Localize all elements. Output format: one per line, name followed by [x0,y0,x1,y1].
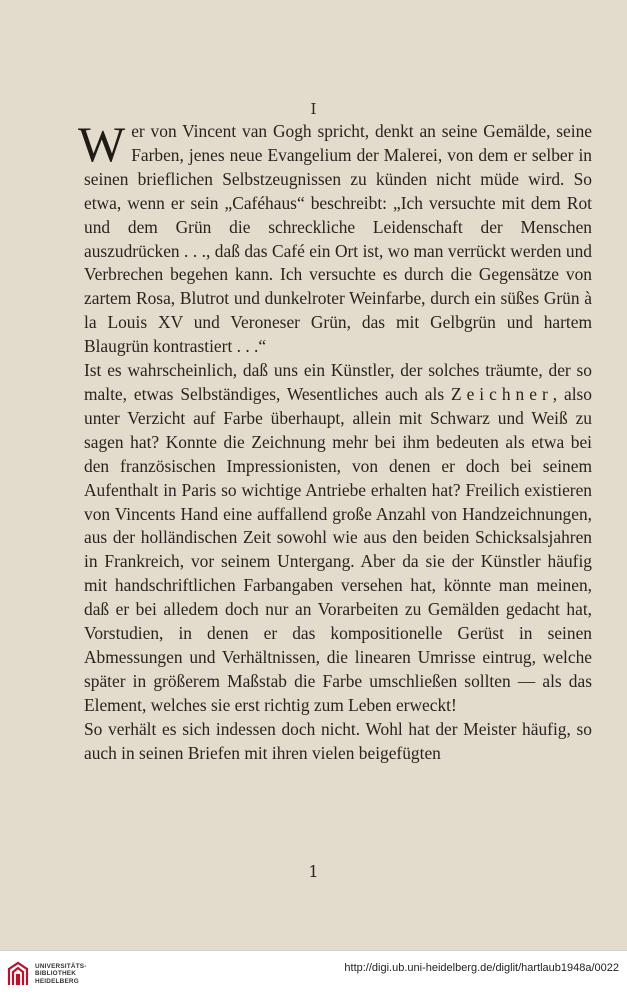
library-seal-icon [6,961,30,987]
permalink-url[interactable]: http://digi.ub.uni-heidelberg.de/diglit/hartlaub1948a/0022 [344,962,619,974]
library-name [35,963,87,986]
paragraph-2-text-end: , also unter Verzicht auf Farbe überhaupt, allein mit Schwarz und Weiß zu sagen hat? Konnte die Zeichnung mehr bei ihm bedeuten als etwa bei den französischen Impressionisten, von denen er doch bei seinem Aufenthalt in Paris so wichtige Antriebe erhalten hat? Freilich existieren von Vincents Hand eine auffallend große Anzahl von Handzeichnungen, aus der holländischen Zeit sowohl wie aus den beiden Schicksalsjahren in Frankreich, vor seinem Untergang. Aber da sie der Künstler häufig mit handschriftlichen Farbangaben versehen hat, könnte man meinen, daß er bei alledem doch nur an Vorarbeiten zu Gemälden gedacht hat, Vorstudien, in denen er das kompositionelle Gerüst in seinen Abmessungen und Verhältnissen, die linearen Umrisse eintrug, welche später in größerem Maßstab die Farbe umschließen sollten — als das Element, welches sie erst richtig zum Leben erweckt! [84,383,593,715]
library-name-line-2: BIBLIOTHEK [35,970,77,978]
emphasized-word: Zeichner [450,383,553,404]
library-name-line-3: HEIDELBERG [35,977,79,985]
library-name-line-1: UNIVERSITÄTS- [35,962,87,970]
paragraph-2 [84,359,592,718]
paragraph-1 [78,116,592,359]
chapter-marker: I [310,100,317,118]
library-logo[interactable] [6,961,87,987]
page-number: 1 [308,862,319,881]
drop-cap: W [78,116,126,172]
paragraph-3: So verhält es sich indessen doch nicht. Wohl hat der Meister häufig, so auch in seinen Briefen mit ihren vielen beigefügten [84,718,592,763]
paragraph-1-text: er von Vincent van Gogh spricht, denkt an seine Gemälde, seine Farben, jenes neue Evangelium der Malerei, von dem er selber in seinen brieflichen Selbstzeugnissen zu künden nicht müde wird. So etwa, wenn er sein „Caféhaus“ beschreibt: „Ich versuchte mit dem Rot und dem Grün die schreckliche Leidenschaft der Menschen auszudrücken . . ., daß das Café ein Ort ist, wo man verrückt werden und Verbrechen begehen kann. Ich versuchte es durch die Gegensätze von zartem Rosa, Blutrot und dunkelroter Weinfarbe, durch ein süßes Grün à la Louis XV und Veroneser Grün, das mit Gelbgrün und hartem Blaugrün kontrastiert . . .“ [84,121,592,357]
paragraph-2-text-start: Ist es wahrscheinlich, daß uns ein Künstler, der solches träumte, der so malte, etwas Selbständiges, Wesentliches auch als [84,360,592,404]
viewer-footer [0,950,627,1000]
body-text [78,116,593,765]
